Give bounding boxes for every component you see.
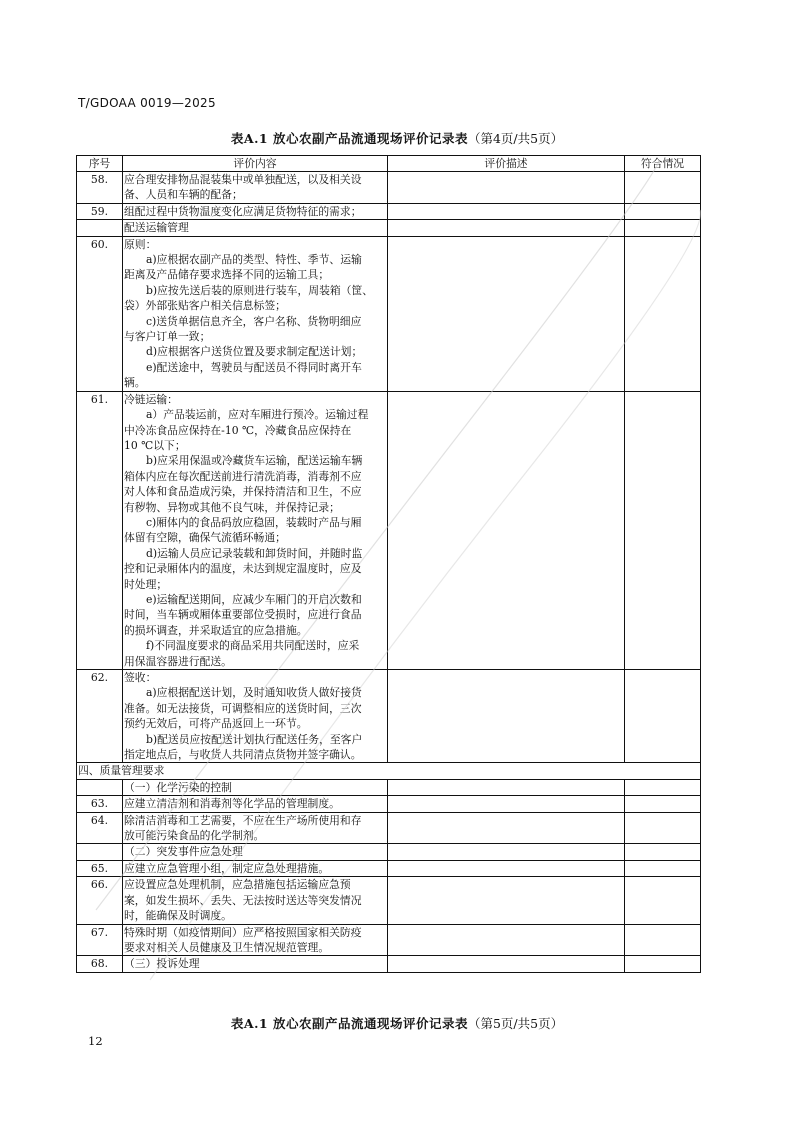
content-line: 原则： bbox=[124, 237, 157, 251]
description-cell[interactable] bbox=[388, 877, 625, 924]
content-line: e)运输配送期间，应减少车厢门的开启次数和 bbox=[146, 592, 362, 606]
content-line: 中冷冻食品应保持在-10 ℃，冷藏食品应保持在 bbox=[124, 423, 352, 437]
content-line: 10 ℃以下； bbox=[124, 438, 186, 452]
table-caption-bottom bbox=[0, 1014, 794, 1032]
table-row bbox=[77, 877, 701, 924]
content-line: 的损坏调查，并采取适宜的应急措施。 bbox=[124, 623, 308, 637]
table-row bbox=[77, 796, 701, 812]
evaluation-content bbox=[123, 236, 388, 391]
table-row bbox=[77, 670, 701, 763]
col-header-description: 评价描述 bbox=[388, 156, 625, 172]
table-row bbox=[77, 956, 701, 972]
content-line: c)送货单据信息齐全，客户名称、货物明细应 bbox=[146, 314, 362, 328]
table-caption-top bbox=[0, 129, 794, 147]
evaluation-record-table bbox=[76, 155, 701, 973]
description-cell[interactable] bbox=[388, 670, 625, 763]
content-line: e)配送途中，驾驶员与配送员不得同时离开车 bbox=[146, 360, 362, 374]
row-number bbox=[77, 844, 123, 860]
content-line: 应合理安排物品混装集中或单独配送，以及相关设 bbox=[124, 173, 362, 186]
col-header-compliance: 符合情况 bbox=[625, 156, 701, 172]
table-row bbox=[77, 220, 701, 236]
compliance-cell[interactable] bbox=[625, 391, 701, 669]
row-number: 67. bbox=[77, 924, 123, 956]
content-line: 特殊时期（如疫情期间）应严格按照国家相关防疫 bbox=[124, 925, 362, 939]
standard-code: T/GDOAA 0019—2025 bbox=[78, 96, 216, 110]
row-number: 64. bbox=[77, 812, 123, 844]
content-line: 案，如发生损坏、丢失、无法按时送达等突发情况 bbox=[124, 893, 362, 907]
content-line: 与客户订单一致； bbox=[124, 330, 211, 344]
description-cell[interactable] bbox=[388, 779, 625, 795]
subsection-heading: （二）突发事件应急处理 bbox=[123, 844, 388, 860]
content-line: 备、人员和车辆的配备； bbox=[124, 188, 243, 202]
content-line: 冷链运输： bbox=[124, 392, 178, 406]
content-line: a）产品装运前，应对车厢进行预冷。运输过程 bbox=[146, 408, 369, 422]
compliance-cell[interactable] bbox=[625, 203, 701, 219]
compliance-cell[interactable] bbox=[625, 779, 701, 795]
row-number: 58. bbox=[77, 172, 123, 204]
col-header-number: 序号 bbox=[77, 156, 123, 172]
description-cell[interactable] bbox=[388, 796, 625, 812]
content-line: c)厢体内的食品码放应稳固，装载时产品与厢 bbox=[146, 515, 362, 529]
row-number: 66. bbox=[77, 877, 123, 924]
content-line: 体留有空隙，确保气流循环畅通； bbox=[124, 531, 286, 545]
compliance-cell[interactable] bbox=[625, 877, 701, 924]
compliance-cell[interactable] bbox=[625, 812, 701, 844]
description-cell[interactable] bbox=[388, 956, 625, 972]
description-cell[interactable] bbox=[388, 924, 625, 956]
content-line: 有秽物、异物或其他不良气味，并保持记录； bbox=[124, 500, 340, 514]
evaluation-content bbox=[123, 203, 388, 219]
content-line: 距离及产品储存要求选择不同的运输工具； bbox=[124, 268, 330, 282]
description-cell[interactable] bbox=[388, 203, 625, 219]
evaluation-content bbox=[123, 670, 388, 763]
content-line: 辆。 bbox=[124, 376, 146, 390]
evaluation-content bbox=[123, 220, 388, 236]
content-line: 应设置应急处理机制，应急措施包括运输应急预 bbox=[124, 878, 351, 892]
description-cell[interactable] bbox=[388, 172, 625, 204]
content-line: 箱体内应在每次配送前进行清洗消毒，消毒剂不应 bbox=[124, 469, 362, 483]
caption-page: （第5页/共5页） bbox=[467, 1016, 564, 1031]
page-number: 12 bbox=[88, 1034, 103, 1048]
row-number bbox=[77, 220, 123, 236]
content-line: 组配过程中货物温度变化应满足货物特征的需求； bbox=[124, 204, 362, 218]
section-heading: 四、质量管理要求 bbox=[77, 763, 701, 779]
compliance-cell[interactable] bbox=[625, 924, 701, 956]
content-line: 预约无效后，可将产品返回上一环节。 bbox=[124, 717, 308, 731]
caption-page: （第4页/共5页） bbox=[467, 131, 564, 146]
table-row bbox=[77, 203, 701, 219]
compliance-cell[interactable] bbox=[625, 236, 701, 391]
content-line: 放可能污染食品的化学制剂。 bbox=[124, 829, 265, 843]
content-line: 准备。如无法接货，可调整相应的送货时间，三次 bbox=[124, 701, 362, 715]
table-row bbox=[77, 860, 701, 876]
row-number: 60. bbox=[77, 236, 123, 391]
evaluation-content bbox=[123, 924, 388, 956]
content-line: 指定地点后，与收货人共同清点货物并签字确认。 bbox=[124, 748, 362, 762]
table-body bbox=[77, 172, 701, 973]
description-cell[interactable] bbox=[388, 812, 625, 844]
row-number bbox=[77, 779, 123, 795]
content-line: 应建立应急管理小组，制定应急处理措施。 bbox=[124, 861, 330, 875]
evaluation-content bbox=[123, 877, 388, 924]
description-cell[interactable] bbox=[388, 236, 625, 391]
table-row bbox=[77, 844, 701, 860]
evaluation-content bbox=[123, 172, 388, 204]
row-number: 65. bbox=[77, 860, 123, 876]
compliance-cell[interactable] bbox=[625, 220, 701, 236]
content-line: 配送运输管理 bbox=[124, 221, 189, 235]
content-line: 对人体和食品造成污染，并保持清洁和卫生，不应 bbox=[124, 485, 362, 499]
compliance-cell[interactable] bbox=[625, 956, 701, 972]
content-line: 用保温容器进行配送。 bbox=[124, 654, 232, 668]
content-line: d)应根据客户送货位置及要求制定配送计划； bbox=[146, 345, 363, 359]
content-line: 除清洁消毒和工艺需要，不应在生产场所使用和存 bbox=[124, 813, 362, 827]
content-line: 签收： bbox=[124, 671, 157, 684]
row-number: 59. bbox=[77, 203, 123, 219]
table-row bbox=[77, 391, 701, 669]
row-number: 62. bbox=[77, 670, 123, 763]
evaluation-content bbox=[123, 860, 388, 876]
evaluation-content bbox=[123, 812, 388, 844]
content-line: 控和记录厢体内的温度，未达到规定温度时，应及 bbox=[124, 562, 362, 576]
content-line: 应建立清洁剂和消毒剂等化学品的管理制度。 bbox=[124, 797, 340, 811]
content-line: f)不同温度要求的商品采用共同配送时，应采 bbox=[146, 639, 360, 653]
table-row bbox=[77, 236, 701, 391]
content-line: b)应采用保温或冷藏货车运输，配送运输车辆 bbox=[146, 454, 363, 468]
content-line: b)配送员应按配送计划执行配送任务，至客户 bbox=[146, 732, 363, 746]
table-row bbox=[77, 779, 701, 795]
content-line: a)应根据配送计划，及时通知收货人做好接货 bbox=[146, 686, 362, 700]
evaluation-content bbox=[123, 796, 388, 812]
content-line: 时，能确保及时调度。 bbox=[124, 909, 232, 923]
compliance-cell[interactable] bbox=[625, 670, 701, 763]
caption-title: 表A.1 放心农副产品流通现场评价记录表 bbox=[230, 131, 468, 146]
content-line: 时处理； bbox=[124, 577, 168, 591]
table-row bbox=[77, 763, 701, 779]
compliance-cell[interactable] bbox=[625, 844, 701, 860]
compliance-cell[interactable] bbox=[625, 796, 701, 812]
content-line: b)应按先送后装的原则进行装车，周装箱（筐、 bbox=[146, 283, 374, 297]
row-number: 68. bbox=[77, 956, 123, 972]
content-line: 要求对相关人员健康及卫生情况规范管理。 bbox=[124, 940, 330, 954]
table-header-row bbox=[77, 156, 701, 172]
col-header-content: 评价内容 bbox=[123, 156, 388, 172]
description-cell[interactable] bbox=[388, 860, 625, 876]
table-row bbox=[77, 812, 701, 844]
description-cell[interactable] bbox=[388, 844, 625, 860]
caption-title: 表A.1 放心农副产品流通现场评价记录表 bbox=[230, 1016, 468, 1031]
subsection-heading: （三）投诉处理 bbox=[123, 956, 388, 972]
row-number: 61. bbox=[77, 391, 123, 669]
content-line: d)运输人员应记录装载和卸货时间，并随时监 bbox=[146, 546, 363, 560]
description-cell[interactable] bbox=[388, 391, 625, 669]
evaluation-content bbox=[123, 391, 388, 669]
table-row bbox=[77, 924, 701, 956]
compliance-cell[interactable] bbox=[625, 860, 701, 876]
subsection-heading: （一）化学污染的控制 bbox=[123, 779, 388, 795]
content-line: 时间，当车辆或厢体重要部位受损时，应进行食品 bbox=[124, 608, 362, 622]
compliance-cell[interactable] bbox=[625, 172, 701, 204]
description-cell[interactable] bbox=[388, 220, 625, 236]
content-line: a)应根据农副产品的类型、特性、季节、运输 bbox=[146, 253, 362, 267]
content-line: 袋）外部张贴客户相关信息标签； bbox=[124, 299, 286, 313]
row-number: 63. bbox=[77, 796, 123, 812]
table-row bbox=[77, 172, 701, 204]
